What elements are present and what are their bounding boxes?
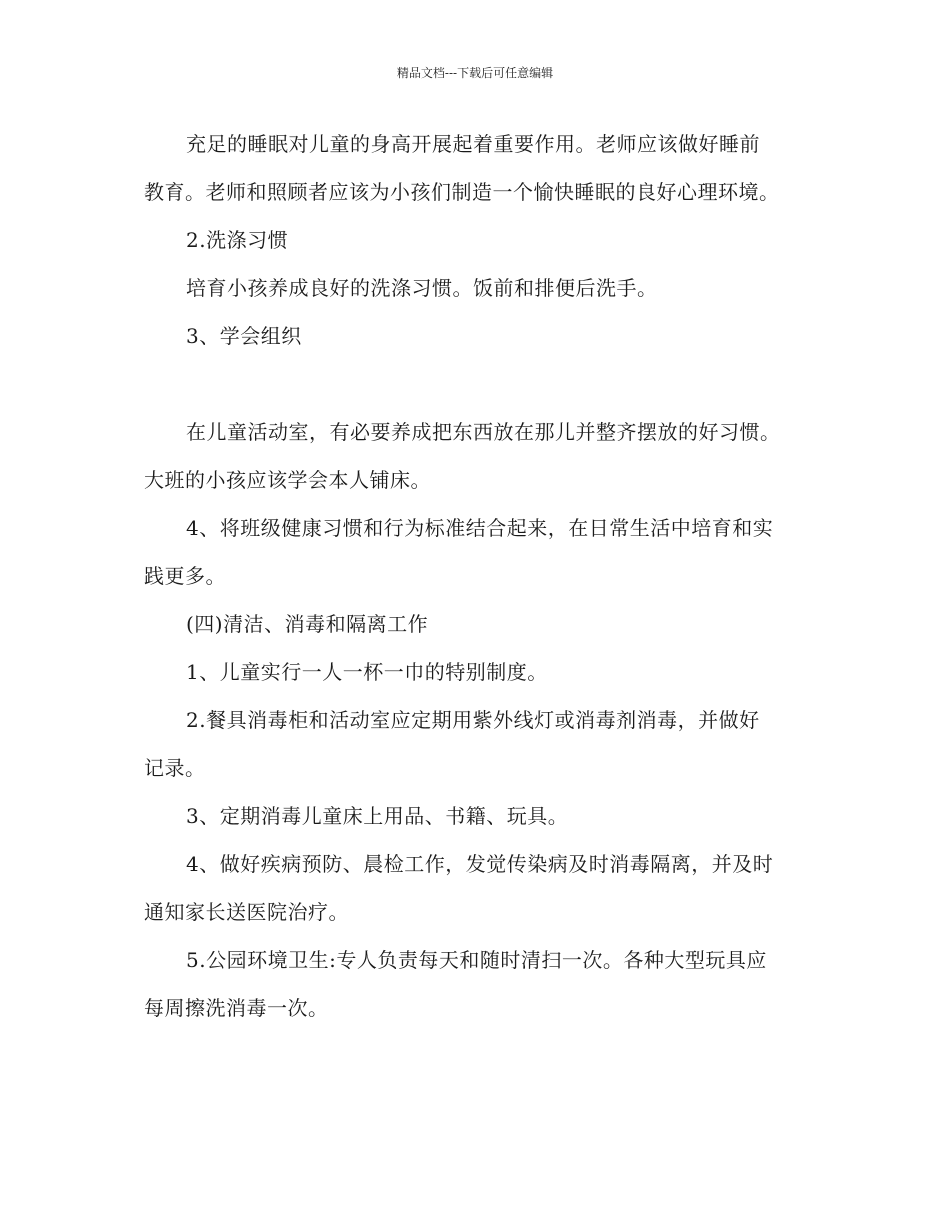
paragraph-line: 5.公园环境卫生:专人负责每天和随时清扫一次。各种大型玩具应 [186, 948, 767, 972]
page-header: 精品文档---下载后可任意编辑 [396, 66, 554, 80]
section-heading: (四)清洁、消毒和隔离工作 [186, 612, 429, 636]
paragraph-line: 大班的小孩应该学会本人铺床。 [144, 468, 431, 492]
paragraph-line: 2.餐具消毒柜和活动室应定期用紫外线灯或消毒剂消毒，并做好 [186, 708, 760, 732]
paragraph-line: 4、将班级健康习惯和行为标准结合起来，在日常生活中培育和实 [186, 516, 774, 540]
blank-gap [144, 366, 816, 414]
paragraph-line: 记录。 [144, 756, 206, 780]
section-heading: 2.洗涤习惯 [186, 228, 289, 252]
paragraph-line: 4、做好疾病预防、晨检工作，发觉传染病及时消毒隔离，并及时 [186, 852, 774, 876]
document-body [144, 126, 816, 1038]
paragraph-line: 践更多。 [144, 564, 226, 588]
paragraph-line: 在儿童活动室，有必要养成把东西放在那儿并整齐摆放的好习惯。 [186, 420, 781, 444]
paragraph-line: 培育小孩养成良好的洗涤习惯。饭前和排便后洗手。 [186, 276, 658, 300]
paragraph-line: 每周擦洗消毒一次。 [144, 996, 329, 1020]
paragraph-line: 充足的睡眠对儿童的身高开展起着重要作用。老师应该做好睡前 [186, 132, 760, 156]
paragraph-line: 3、定期消毒儿童床上用品、书籍、玩具。 [186, 804, 569, 828]
section-heading: 3、学会组织 [186, 324, 302, 348]
paragraph-line: 教育。老师和照顾者应该为小孩们制造一个愉快睡眠的良好心理环境。 [144, 180, 780, 204]
paragraph-line: 通知家长送医院治疗。 [144, 900, 349, 924]
paragraph-line: 1、儿童实行一人一杯一巾的特别制度。 [186, 660, 548, 684]
